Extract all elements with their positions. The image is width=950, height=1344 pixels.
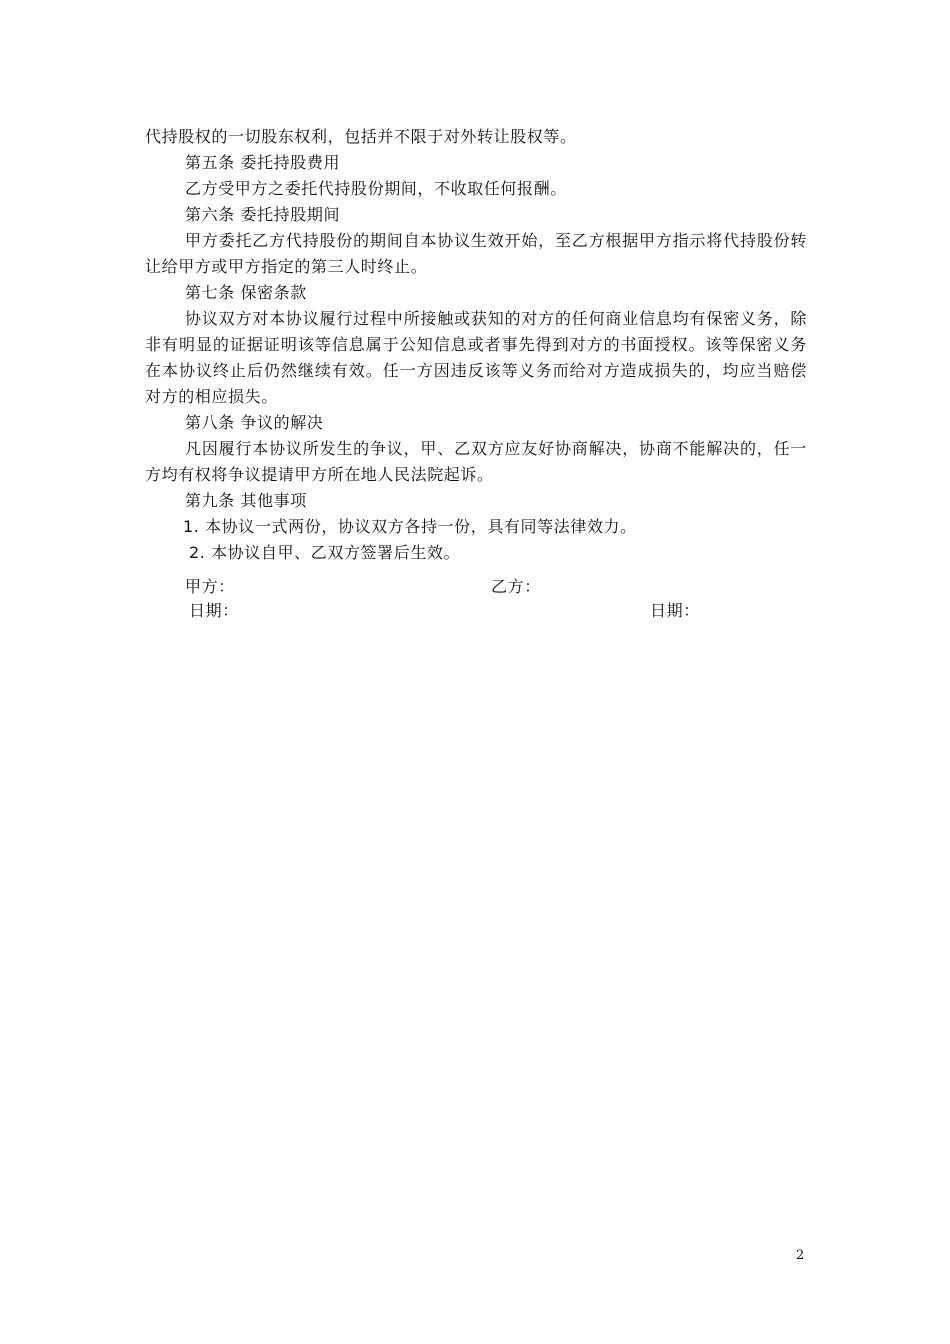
party-a-label: 甲方： [185, 577, 235, 596]
party-b-label: 乙方： [491, 577, 541, 596]
date-label-party-a: 日期： [189, 601, 239, 620]
paragraph-shareholder-rights: 代持股权的一切股东权利，包括并不限于对外转让股权等。 [145, 127, 577, 146]
heading-article-9: 第九条 其他事项 [185, 491, 307, 510]
paragraph-article-8: 凡因履行本协议所发生的争议，甲、乙双方应友好协商解决，协商不能解决的，任一方均有权将争议提请甲方所在地人民法院起诉。 [145, 439, 807, 484]
heading-article-6: 第六条 委托持股期间 [185, 205, 341, 224]
paragraph-article-7: 协议双方对本协议履行过程中所接触或获知的对方的任何商业信息均有保密义务，除非有明显的证据证明该等信息属于公知信息或者事先得到对方的书面授权。该等保密义务在本协议终止后仍然继续有效。任一方因违反该等义务而给对方造成损失的，均应当赔偿对方的相应损失。 [145, 309, 807, 406]
paragraph-article-5: 乙方受甲方之委托代持股份期间，不收取任何报酬。 [185, 179, 567, 198]
document-body [145, 124, 807, 566]
page-number: 2 [796, 1248, 805, 1263]
list-item-effective: 2. 本协议自甲、乙双方签署后生效。 [189, 543, 461, 562]
heading-article-7: 第七条 保密条款 [185, 283, 307, 302]
list-item-copies: 1. 本协议一式两份，协议双方各持一份，具有同等法律效力。 [183, 517, 637, 536]
heading-article-8: 第八条 争议的解决 [185, 413, 324, 432]
date-label-party-b: 日期： [650, 601, 700, 620]
paragraph-article-6: 甲方委托乙方代持股份的期间自本协议生效开始，至乙方根据甲方指示将代持股份转让给甲方或甲方指定的第三人时终止。 [145, 231, 807, 276]
heading-article-5: 第五条 委托持股费用 [185, 153, 341, 172]
